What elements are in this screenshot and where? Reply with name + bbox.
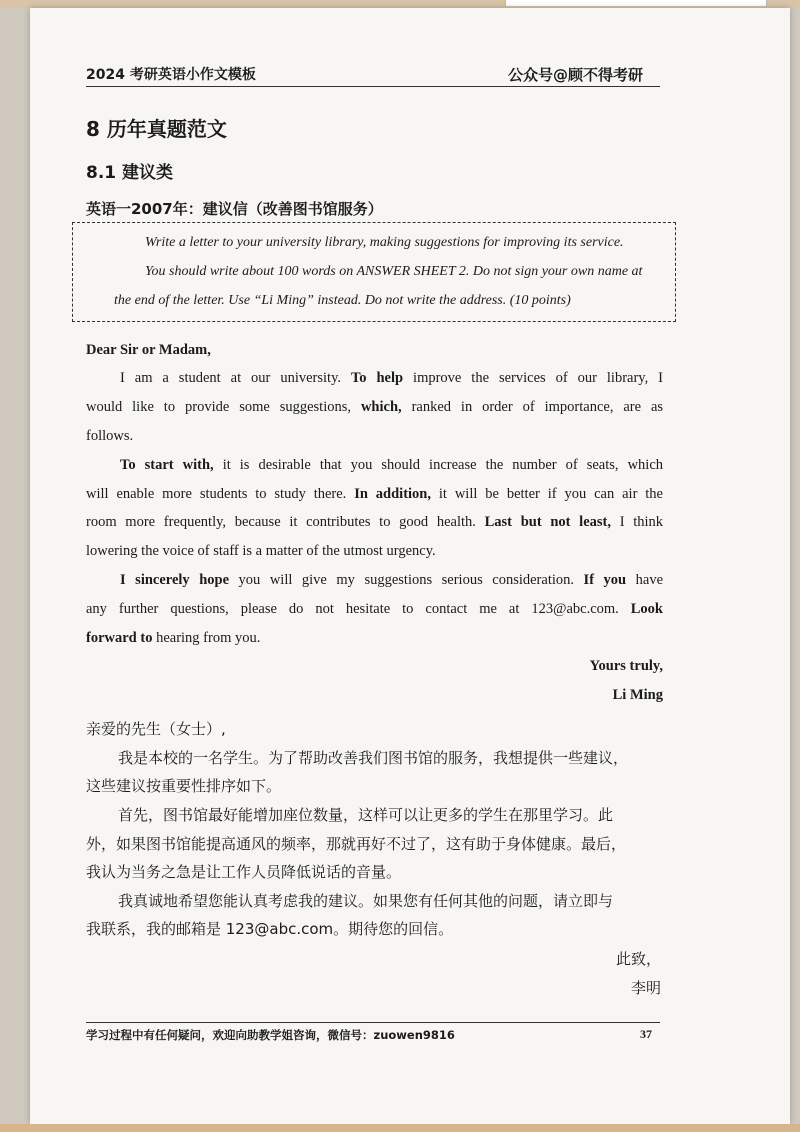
translation-salutation: 亲爱的先生（女士）, <box>86 720 226 738</box>
translation-line: 这些建议按重要性排序如下。 <box>86 777 282 795</box>
footer-rule <box>86 1022 660 1023</box>
prompt-line: the end of the letter. Use “Li Ming” instead. Do not write the address. (10 points) <box>114 293 571 308</box>
page-number: 37 <box>640 1027 652 1041</box>
prompt-box <box>72 222 676 322</box>
running-header-title: 2024 考研英语小作文模板 <box>86 67 256 83</box>
translation-line: 外，如果图书馆能提高通风的频率，那就再好不过了，这有助于身体健康。最后， <box>86 835 627 853</box>
signature: Li Ming <box>612 687 663 703</box>
prompt-line: Write a letter to your university library, making suggestions for improving its service. <box>145 235 624 250</box>
translation-line: 我是本校的一名学生。为了帮助改善我们图书馆的服务，我想提供一些建议， <box>118 749 629 767</box>
footer-note: 学习过程中有任何疑问，欢迎向助教学姐咨询，微信号：zuowen9816 <box>86 1028 455 1042</box>
translation-line: 首先，图书馆最好能增加座位数量，这样可以让更多的学生在那里学习。此 <box>118 806 614 824</box>
page-edge-bottom <box>0 1124 800 1132</box>
translation-line: 我真诚地希望您能认真考虑我的建议。如果您有任何其他的问题，请立即与 <box>118 892 614 910</box>
paragraph-line: will enable more students to study there. In addition, it will be better if you can air the <box>86 486 663 502</box>
salutation: Dear Sir or Madam, <box>86 342 211 358</box>
paragraph-line: I sincerely hope you will give my suggestions serious consideration. If you have <box>120 572 664 588</box>
header-rule <box>86 86 660 87</box>
translation-line: 我认为当务之急是让工作人员降低说话的音量。 <box>86 863 402 881</box>
paragraph-line: lowering the voice of staff is a matter of the utmost urgency. <box>86 543 436 559</box>
paragraph-line: forward to hearing from you. <box>86 630 261 646</box>
paper-tab <box>505 0 767 6</box>
prompt-line: You should write about 100 words on ANSWER SHEET 2. Do not sign your own name at <box>145 264 643 279</box>
paragraph-line: any further questions, please do not hesitate to contact me at 123@abc.com. Look <box>86 601 664 617</box>
paragraph-line: I am a student at our university. To help improve the services of our library, I <box>120 370 664 386</box>
translation-closing: 此致， <box>615 950 661 968</box>
paragraph-line: room more frequently, because it contributes to good health. Last but not least, I think <box>86 514 664 530</box>
translation-signature: 李明 <box>630 979 661 997</box>
topic-heading: 英语一2007年：建议信（改善图书馆服务） <box>86 200 383 218</box>
paragraph-line: follows. <box>86 428 134 444</box>
english-letter <box>86 342 663 712</box>
paragraph-line: To start with, it is desirable that you should increase the number of seats, which <box>120 457 663 473</box>
closing: Yours truly, <box>589 658 663 674</box>
paragraph-line: would like to provide some suggestions, which, ranked in order of importance, are as <box>86 399 664 415</box>
translation-line: 我联系，我的邮箱是 123@abc.com。期待您的回信。 <box>86 920 454 938</box>
chapter-heading: 8 历年真题范文 <box>86 117 227 141</box>
chinese-translation <box>86 718 663 998</box>
running-header-account: 公众号@顾不得考研 <box>508 66 644 84</box>
section-heading: 8.1 建议类 <box>86 163 174 183</box>
